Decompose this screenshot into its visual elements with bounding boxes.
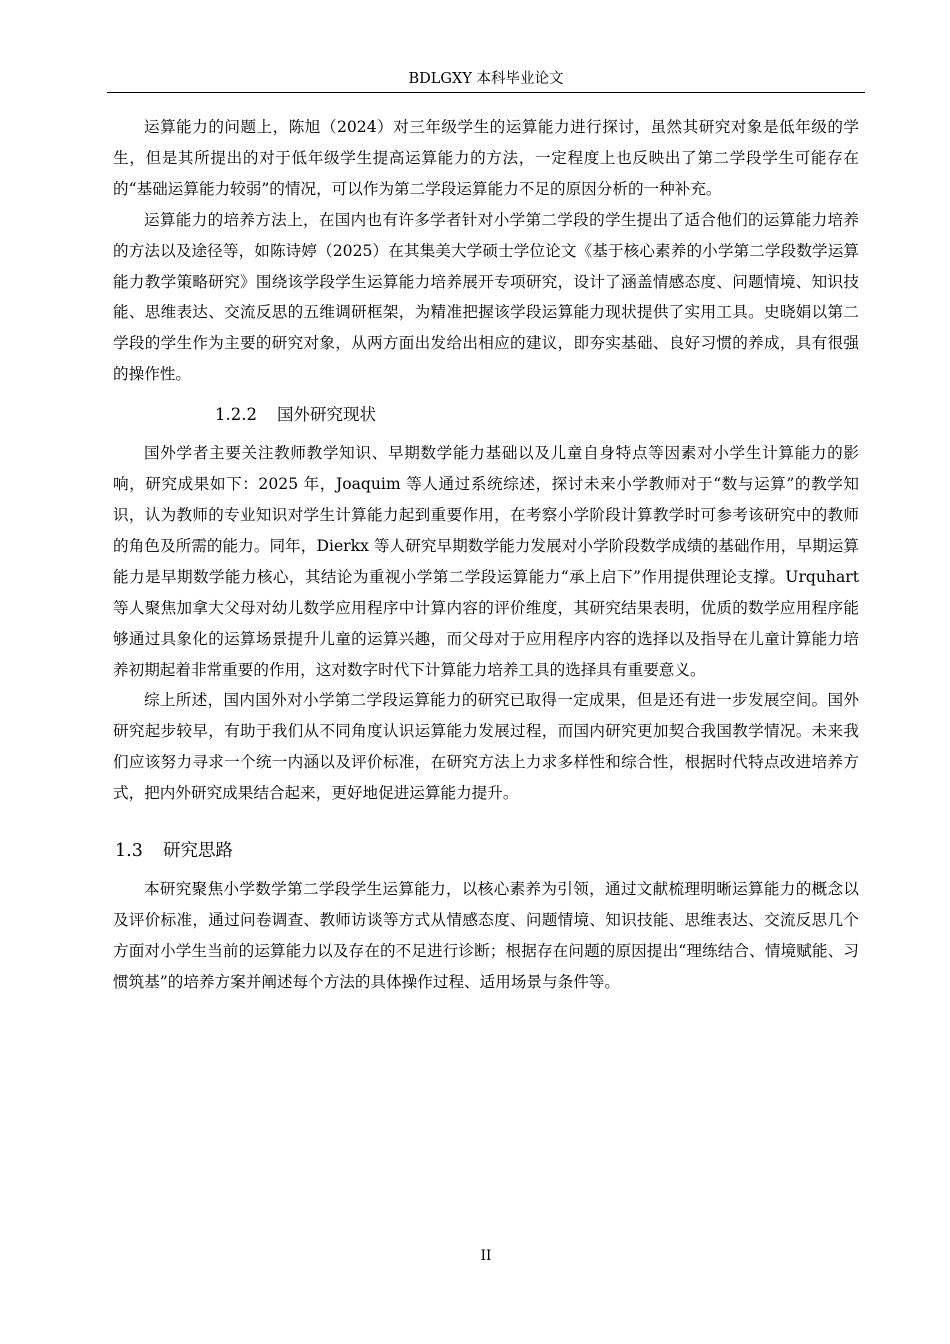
page-body (113, 112, 859, 998)
section-number: 1.2.2 (215, 405, 257, 425)
running-header: BDLGXY 本科毕业论文 (408, 71, 564, 87)
section-title: 研究思路 (163, 841, 233, 862)
paragraph-research-approach: 本研究聚焦小学数学第二学段学生运算能力，以核心素养为引领，通过文献梳理明晰运算能力的概念以及评价标准，通过问卷调查、教师访谈等方式从情感态度、问题情境、知识技能、思维表达、交流反思几个方面对小学生当前的运算能力以及存在的不足进行诊断；根据存在问题的原因提出“理练结合、情境赋能、习惯筑基”的培养方案并阐述每个方法的具体操作过程、适用场景与条件等。 (113, 880, 859, 991)
section-heading-1-3 (113, 836, 859, 867)
paragraph-training-methods: 运算能力的培养方法上，在国内也有许多学者针对小学第二学段的学生提出了适合他们的运算能力培养的方法以及途径等，如陈诗婷（2025）在其集美大学硕士学位论文《基于核心素养的小学第二学段数学运算能力教学策略研究》围绕该学段学生运算能力培养展开专项研究，设计了涵盖情感态度、问题情境、知识技能、思维表达、交流反思的五维调研框架，为精准把握该学段运算能力现状提供了实用工具。史晓娟以第二学段的学生作为主要的研究对象，从两方面出发给出相应的建议，即夯实基础、良好习惯的养成，具有很强的操作性。 (113, 210, 859, 384)
paragraph-calculation-problems: 运算能力的问题上，陈旭（2024）对三年级学生的运算能力进行探讨，虽然其研究对象是低年级的学生，但是其所提出的对于低年级学生提高运算能力的方法，一定程度上也反映出了第二学段学生可能存在的“基础运算能力较弱”的情况，可以作为第二学段运算能力不足的原因分析的一种补充。 (113, 118, 859, 198)
page-number: II (480, 1248, 492, 1264)
header-rule (107, 92, 865, 93)
section-number: 1.3 (115, 841, 143, 862)
section-heading-1-2-2 (113, 399, 859, 430)
paragraph-foreign-research: 国外学者主要关注教师教学知识、早期数学能力基础以及儿童自身特点等因素对小学生计算能力的影响，研究成果如下：2025 年，Joaquim 等人通过系统综述，探讨未来小学教师对于“数与运算”的教学知识，认为教师的专业知识对学生计算能力起到重要作用，在考察小学阶段计算教学时可参考该研究中的教师的角色及所需的能力。同年，Dierkx 等人研究早期数学能力发展对小学阶段数学成绩的基础作用，早期运算能力是早期数学能力核心，其结论为重视小学第二学段运算能力“承上启下”作用提供理论支撑。Urquhart 等人聚焦加拿大父母对幼儿数学应用程序中计算内容的评价维度，其研究结果表明，优质的数学应用程序能够通过具象化的运算场景提升儿童的运算兴趣，而父母对于应用程序内容的选择以及指导在儿童计算能力培养初期起着非常重要的作用，这对数字时代下计算能力培养工具的选择具有重要意义。 (113, 444, 859, 679)
paragraph-summary: 综上所述，国内国外对小学第二学段运算能力的研究已取得一定成果，但是还有进一步发展空间。国外研究起步较早，有助于我们从不同角度认识运算能力发展过程，而国内研究更加契合我国教学情况。未来我们应该努力寻求一个统一内涵以及评价标准，在研究方法上力求多样性和综合性，根据时代特点改进培养方式，把内外研究成果结合起来，更好地促进运算能力提升。 (113, 691, 859, 803)
section-title: 国外研究现状 (277, 405, 376, 425)
